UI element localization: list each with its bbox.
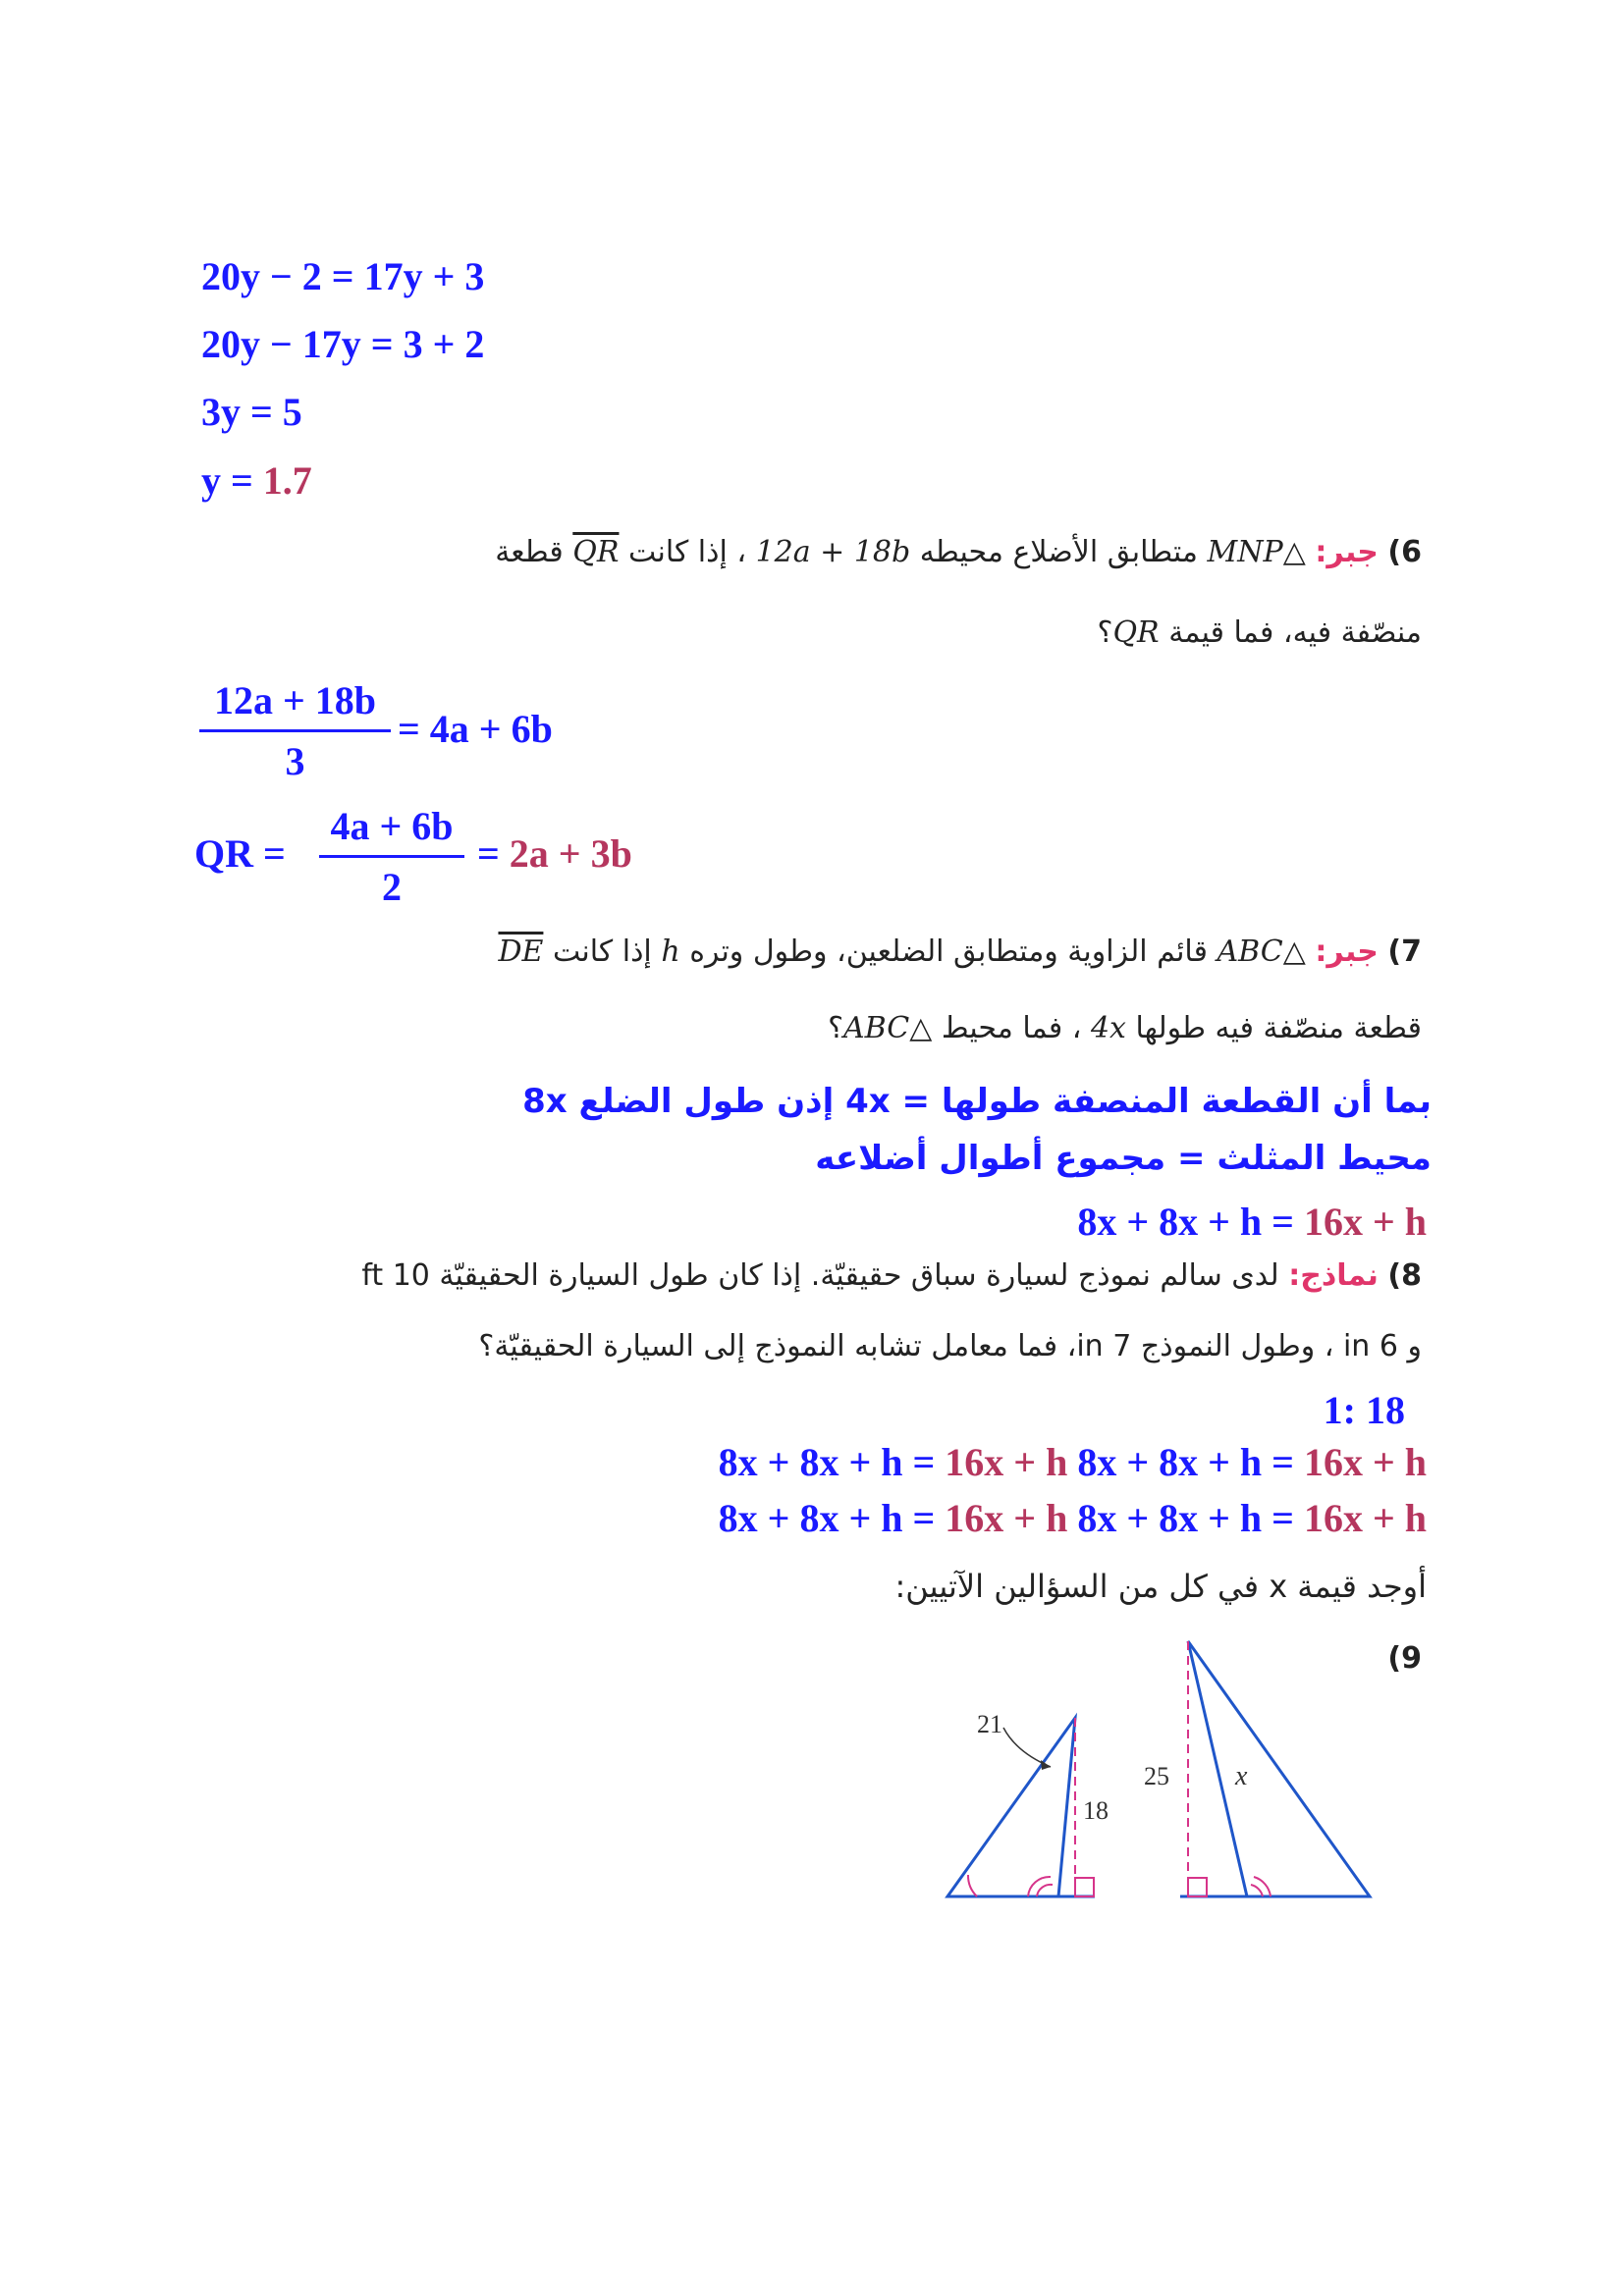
q6-line2-segment: QR (1112, 615, 1160, 650)
q6-frac1-bar (199, 729, 391, 732)
q6-frac1-rhs: = 4a + 6b (398, 707, 553, 751)
right-height-label: 25 (1144, 1762, 1169, 1790)
q6-answer: 2a + 3b (509, 831, 632, 876)
q8-row1-mid: 16x + h (945, 1440, 1068, 1484)
q8-row2-lhs2: 8x + 8x + h = (1067, 1496, 1304, 1540)
q6-frac2-denominator: 2 (382, 865, 402, 909)
q7-line2-triangle: △ABC (843, 1011, 933, 1045)
q6-segment: QR (572, 535, 620, 569)
right-right-angle-marker (1188, 1878, 1207, 1896)
q5-work-line-1: 20y − 2 = 17y + 3 (201, 254, 485, 298)
q7-work-lhs: 8x + 8x + h = (1077, 1200, 1304, 1244)
q6-triangle: △MNP (1207, 535, 1306, 569)
left-height-label: 18 (1083, 1796, 1109, 1825)
q5-work-line-3: 3y = 5 (201, 390, 302, 434)
left-angle-arc-b (1028, 1877, 1051, 1896)
q8-line2-c: ، فما معامل تشابه النموذج إلى السيارة الحقيقيّة؟ (478, 1329, 1077, 1363)
q8-row2-mid: 16x + h (945, 1496, 1068, 1540)
q8-row1-rhs: 16x + h (1303, 1440, 1427, 1484)
q7-line2-text-a: قطعة منصّفة فيه طولها (1135, 1011, 1422, 1045)
q6-line2-end: ؟ (1097, 615, 1113, 650)
left-hyp-label: 21 (977, 1710, 1002, 1738)
q7-text-a: قائم الزاوية ومتطابق الضلعين، وطول وتره (689, 934, 1208, 969)
left-triangle-outline (947, 1718, 1075, 1896)
q7-line2-end: ؟ (828, 1011, 843, 1045)
q8-unit-b: 7 in (1076, 1329, 1132, 1363)
section-instruction: أوجد قيمة x في كل من السؤالين الآتيين: (894, 1568, 1427, 1605)
q6-answer-row (477, 831, 632, 876)
q6-question-line-2 (1097, 615, 1422, 650)
q5-work-line-2: 20y − 17y = 3 + 2 (201, 322, 485, 366)
q8-answer: 1: 18 (1323, 1388, 1405, 1432)
q9-left-triangle (947, 1710, 1109, 1896)
q7-work-line-3 (1077, 1202, 1427, 1242)
q6-fraction-1 (199, 677, 391, 784)
q6-line2-text: منصّفة فيه، فما قيمة (1168, 615, 1422, 650)
q8-row1-lhs2: 8x + 8x + h = (1067, 1440, 1304, 1484)
q6-qr-lhs: QR = (194, 831, 286, 876)
q7-work-rhs: 16x + h (1303, 1200, 1427, 1244)
q5-answer-lhs: y = (201, 458, 263, 503)
right-side-label: x (1235, 1761, 1248, 1791)
q8-question-line-1 (361, 1258, 1422, 1293)
q7-label: جبر: (1315, 934, 1379, 969)
q7-question-line-1 (498, 934, 1422, 969)
q6-answer-equals: = (477, 831, 500, 876)
q6-text-b: ، إذا كانت (628, 535, 747, 569)
q6-label: جبر: (1315, 535, 1379, 569)
q6-text-c: قطعة (495, 535, 564, 569)
q7-text-b: إذا كانت (552, 934, 652, 969)
left-right-angle-marker (1075, 1878, 1094, 1896)
q8-row1-lhs: 8x + 8x + h = (718, 1440, 946, 1484)
q8-line2-b: ، وطول النموذج (1140, 1329, 1334, 1363)
q7-question-line-2 (828, 1011, 1422, 1045)
q9-number: (9 (1387, 1641, 1422, 1676)
q7-hypotenuse: h (661, 934, 680, 969)
q8-real-length: 10 ft (361, 1258, 430, 1293)
q8-label: نماذج: (1288, 1258, 1379, 1293)
q8-line2-a: و (1407, 1329, 1422, 1363)
q6-number: 6) (1387, 535, 1422, 569)
q7-triangle: △ABC (1217, 934, 1306, 969)
left-angle-arc-a (968, 1875, 977, 1896)
q5-work-line-4 (201, 458, 312, 503)
q8-work-row-2 (718, 1496, 1427, 1540)
q6-frac2-bar (319, 855, 464, 858)
q8-unit-a: 6 in (1342, 1329, 1398, 1363)
q6-fraction-2 (319, 803, 464, 910)
q8-work-row-1 (718, 1440, 1427, 1484)
right-angle-arc-b (1251, 1885, 1263, 1896)
q7-number: 7) (1387, 934, 1422, 969)
q7-work-line-2: محيط المثلث = مجموع أطوال أضلاعه (815, 1139, 1432, 1178)
q7-segment: DE (498, 934, 544, 969)
q7-work-line-1: بما أن القطعة المنصفة طولها = 4x إذن طول الضلع 8x (522, 1082, 1432, 1121)
left-angle-arc-c (1037, 1885, 1053, 1896)
q6-perimeter: 12a + 18b (755, 535, 911, 569)
q8-number: 8) (1387, 1258, 1422, 1293)
q7-length: 4x (1090, 1011, 1126, 1045)
q9-right-triangle (1144, 1641, 1370, 1896)
q9-figure (923, 1629, 1384, 1924)
q7-line2-text-b: ، فما محيط (941, 1011, 1082, 1045)
q5-answer-value: 1.7 (262, 458, 312, 503)
q8-question-line-2 (478, 1329, 1422, 1363)
q8-row2-rhs: 16x + h (1303, 1496, 1427, 1540)
q8-row2-lhs: 8x + 8x + h = (718, 1496, 946, 1540)
q6-question-line-1 (495, 535, 1422, 569)
q6-text-a: متطابق الأضلاع محيطه (919, 535, 1198, 569)
q8-text-a: لدى سالم نموذج لسيارة سباق حقيقيّة. إذا كان طول السيارة الحقيقيّة (439, 1258, 1279, 1293)
q6-frac1-denominator: 3 (285, 739, 305, 783)
q6-frac2-numerator: 4a + 6b (330, 804, 454, 848)
right-triangle-outline (1188, 1641, 1370, 1896)
q6-frac1-numerator: 12a + 18b (213, 678, 377, 722)
